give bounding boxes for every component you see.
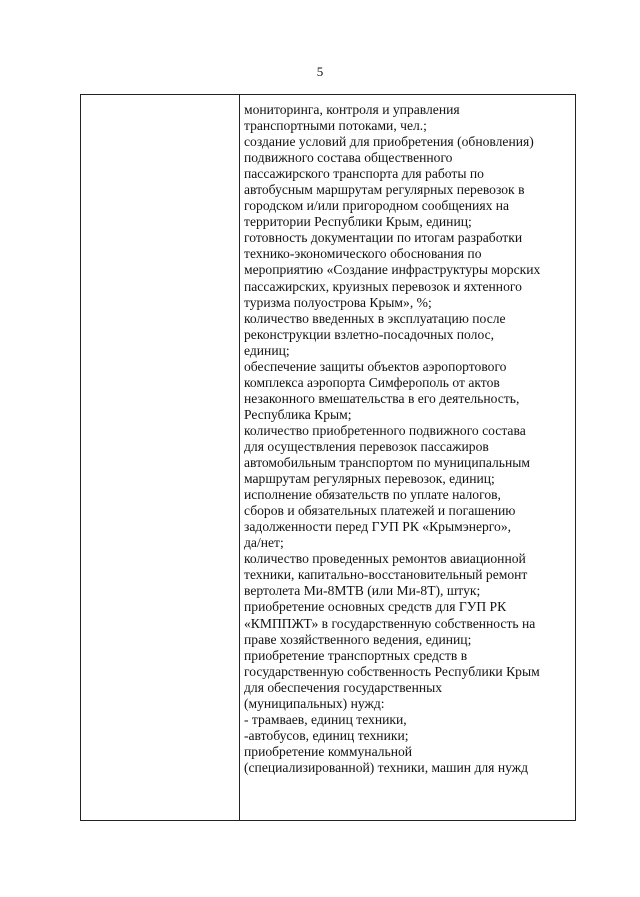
page-number: 5 — [316, 64, 324, 79]
text-line: транспортными потоками, чел.; — [244, 118, 427, 134]
text-line: Республика Крым; — [244, 406, 352, 422]
column-divider — [239, 95, 240, 820]
text-line: -автобусов, единиц техники; — [244, 727, 409, 743]
text-line: реконструкции взлетно-посадочных полос, — [244, 326, 495, 342]
text-line: автобусным маршрутам регулярных перевозок в — [244, 182, 525, 198]
text-line: маршрутам регулярных перевозок, единиц; — [244, 471, 495, 487]
text-line: количество проведенных ремонтов авиационной — [244, 551, 526, 567]
text-line: готовность документации по итогам разработки — [244, 230, 523, 246]
text-line: автомобильным транспортом по муниципальным — [244, 455, 531, 471]
text-line: приобретение коммунальной — [244, 743, 413, 759]
text-line: задолженности перед ГУП РК «Крымэнерго», — [244, 519, 512, 535]
text-line: технико-экономического обоснования по — [244, 246, 482, 262]
text-line: праве хозяйственного ведения, единиц; — [244, 631, 472, 647]
text-line: незаконного вмешательства в его деятельность, — [244, 390, 520, 406]
text-line: государственную собственность Республики Крым — [244, 663, 540, 679]
text-line: мероприятию «Создание инфраструктуры морских — [244, 262, 541, 278]
text-line: комплекса аэропорта Симферополь от актов — [244, 374, 500, 390]
text-line: пассажирских, круизных перевозок и яхтенного — [244, 278, 522, 294]
text-line: - трамваев, единиц техники, — [244, 711, 407, 727]
text-line: территории Республики Крым, единиц; — [244, 214, 472, 230]
text-line: техники, капитально-восстановительный ремонт — [244, 567, 528, 583]
text-line: да/нет; — [244, 535, 284, 551]
text-line: городском и/или пригородном сообщениях на — [244, 198, 510, 214]
text-line: вертолета Ми-8МТВ (или Ми-8Т), штук; — [244, 583, 481, 599]
text-line: пассажирского транспорта для работы по — [244, 166, 484, 182]
text-line: для осуществления перевозок пассажиров — [244, 438, 489, 454]
document-table — [80, 94, 576, 821]
text-line: количество приобретенного подвижного состава — [244, 422, 526, 438]
text-line: приобретение транспортных средств в — [244, 647, 468, 663]
right-cell-text — [244, 102, 573, 776]
text-line: для обеспечения государственных — [244, 679, 443, 695]
text-line: количество введенных в эксплуатацию после — [244, 310, 506, 326]
text-line: сборов и обязательных платежей и погашению — [244, 503, 516, 519]
text-line: «КМППЖТ» в государственную собственность на — [244, 615, 536, 631]
text-line: (специализированной) техники, машин для нужд — [244, 759, 529, 775]
text-line: туризма полуострова Крым», %; — [244, 294, 432, 310]
text-line: подвижного состава общественного — [244, 150, 453, 166]
text-line: (муниципальных) нужд: — [244, 695, 385, 711]
text-line: создание условий для приобретения (обновления) — [244, 134, 534, 150]
text-line: единиц; — [244, 342, 290, 358]
text-line: приобретение основных средств для ГУП РК — [244, 599, 507, 615]
text-line: исполнение обязательств по уплате налогов, — [244, 487, 501, 503]
text-line: мониторинга, контроля и управления — [244, 102, 460, 117]
text-line: обеспечение защиты объектов аэропортового — [244, 358, 507, 374]
